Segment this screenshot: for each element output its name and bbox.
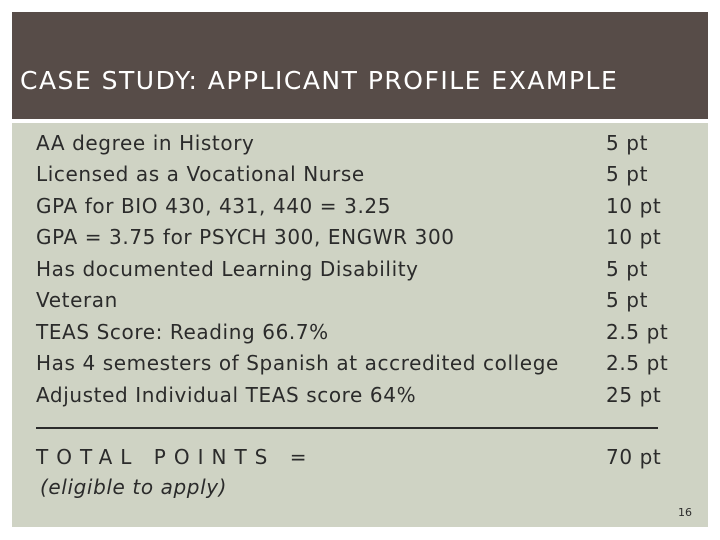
total-divider — [36, 427, 658, 429]
slide-title: CASE STUDY: APPLICANT PROFILE EXAMPLE — [20, 66, 619, 95]
item-label: Adjusted Individual TEAS score 64% — [36, 383, 417, 407]
item-points: 25 pt — [606, 383, 662, 407]
item-points: 5 pt — [606, 131, 649, 155]
total-label: TOTAL POINTS = — [36, 445, 315, 469]
item-label: Has 4 semesters of Spanish at accredited college — [36, 351, 559, 375]
slide-header — [12, 12, 708, 119]
item-label: GPA for BIO 430, 431, 440 = 3.25 — [36, 194, 392, 218]
item-label: Veteran — [36, 288, 118, 312]
page-number: 16 — [678, 506, 692, 519]
total-value: 70 pt — [606, 445, 662, 469]
content-panel — [12, 123, 708, 527]
item-label: TEAS Score: Reading 66.7% — [36, 320, 329, 344]
item-points: 5 pt — [606, 288, 649, 312]
item-points: 10 pt — [606, 194, 662, 218]
item-label: Has documented Learning Disability — [36, 257, 419, 281]
item-label: GPA = 3.75 for PSYCH 300, ENGWR 300 — [36, 225, 455, 249]
item-points: 2.5 pt — [606, 351, 669, 375]
item-label: AA degree in History — [36, 131, 255, 155]
item-points: 5 pt — [606, 257, 649, 281]
item-points: 2.5 pt — [606, 320, 669, 344]
item-label: Licensed as a Vocational Nurse — [36, 162, 365, 186]
item-points: 10 pt — [606, 225, 662, 249]
item-points: 5 pt — [606, 162, 649, 186]
eligibility-note: (eligible to apply) — [40, 475, 228, 499]
